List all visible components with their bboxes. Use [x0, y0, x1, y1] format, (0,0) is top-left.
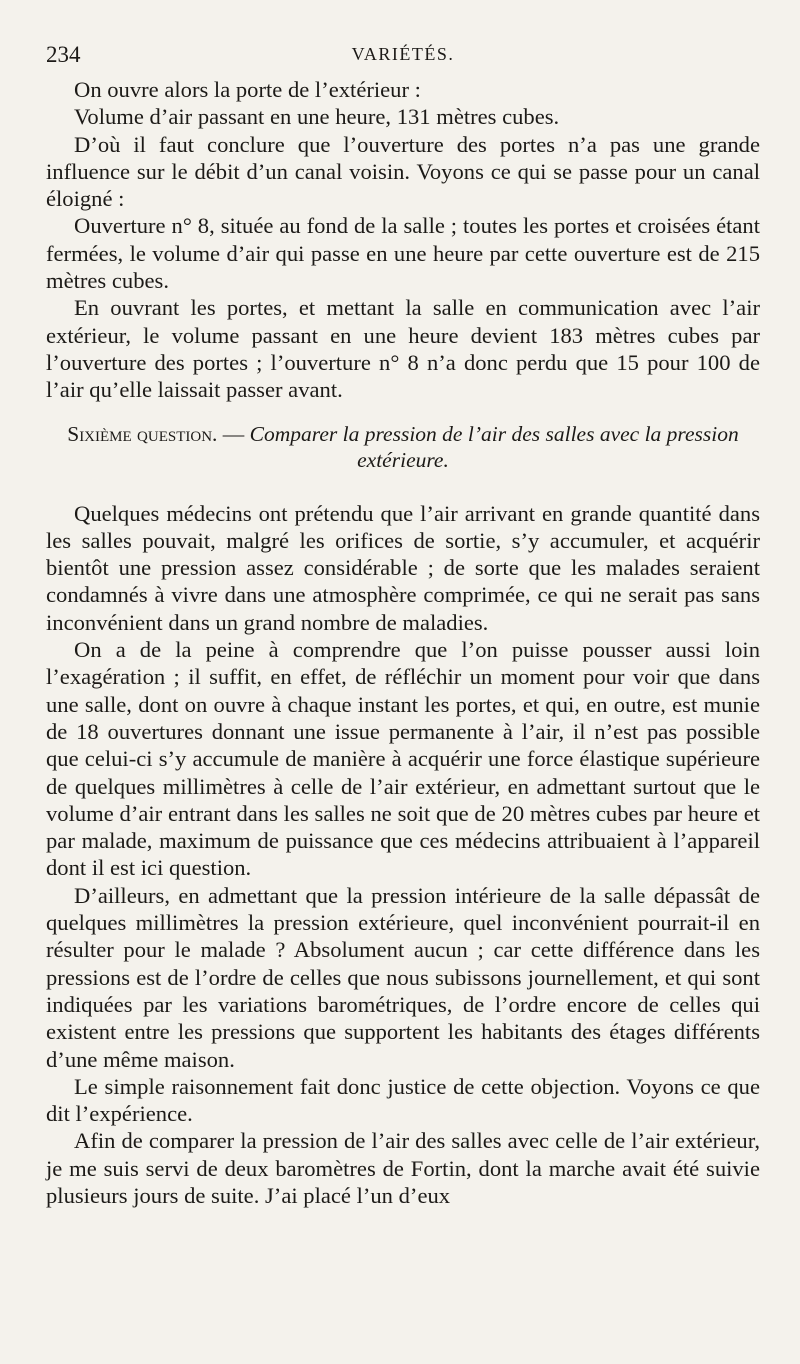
paragraph: Le simple raisonnement fait donc justice de cette objection. Voyons ce que dit l’expérience. — [46, 1073, 760, 1127]
page-header — [46, 36, 760, 76]
section-dash: — — [217, 421, 250, 446]
page-number: 234 — [46, 42, 81, 67]
paragraph: Volume d’air passant en une heure, 131 mètres cubes. — [74, 104, 560, 130]
section-title: Comparer la pression de l’air des salles avec la pression extérieure. — [249, 421, 739, 472]
paragraph: On a de la peine à comprendre que l’on puisse pousser aussi loin l’exagération ; il suffit, en effet, de réfléchir un moment pour voir que dans une salle, dont on ouvre à chaque instant les portes, et qui, en outre, est munie de 18 ouvertures donnant une issue permanente à l’air, il n’est pas possible que celui-ci s’y accumule de manière à acquérir une force élastique supérieure de quelques millimètres à celle de l’air extérieur, en admettant surtout que le volume d’air entrant dans les salles ne soit que de 20 mètres cubes par heure et par malade, maximum de puissance que ces médecins attribuaient à l’appareil dont il est ici question. — [46, 637, 760, 881]
paragraph: Ouverture n° 8, située au fond de la salle ; toutes les portes et croisées étant fermées, le volume d’air qui passe en une heure par cette ouverture est de 215 mètres cubes. — [46, 213, 760, 294]
paragraph: D’ailleurs, en admettant que la pression intérieure de la salle dépassât de quelques millimètres la pression extérieure, quel inconvénient pourrait-il en résulter pour le malade ? Absolument aucun ; car cette différence dans les pressions est de l’ordre de celles que nous subissons journellement, et qui sont indiquées par les variations barométriques, de l’ordre encore de celles qui existent entre les pressions que supportent les habitants des étages différents d’une même maison. — [46, 882, 760, 1072]
section-label: Sixième question. — [67, 421, 218, 446]
paragraph: En ouvrant les portes, et mettant la salle en communication avec l’air extérieur, le volume passant en une heure devient 183 mètres cubes par l’ouverture des portes ; l’ouverture n° 8 n’a donc perdu que 15 pour 100 de l’air qu’elle laissait passer avant. — [46, 295, 760, 403]
body-text — [46, 76, 760, 1209]
paragraph: Afin de comparer la pression de l’air des salles avec celle de l’air extérieur, je me suis servi de deux baromètres de Fortin, dont la marche avait été suivie plusieurs jours de suite. J’ai placé l’un d’eux — [46, 1128, 760, 1208]
section-heading — [46, 421, 760, 473]
paragraph: On ouvre alors la porte de l’extérieur : — [74, 77, 421, 102]
running-head: VARIÉTÉS. — [351, 44, 455, 64]
paragraph: D’où il faut conclure que l’ouverture des portes n’a pas une grande influence sur le débit d’un canal voisin. Voyons ce qui se passe pour un canal éloigné : — [46, 131, 760, 212]
paragraph: Quelques médecins ont prétendu que l’air arrivant en grande quantité dans les salles pouvait, malgré les orifices de sortie, s’y accumuler, et acquérir bientôt une pression assez considérable ; de sorte que les malades seraient condamnés à vivre dans une atmosphère comprimée, ce qui ne serait pas sans inconvénient dans un grand nombre de maladies. — [46, 500, 760, 635]
